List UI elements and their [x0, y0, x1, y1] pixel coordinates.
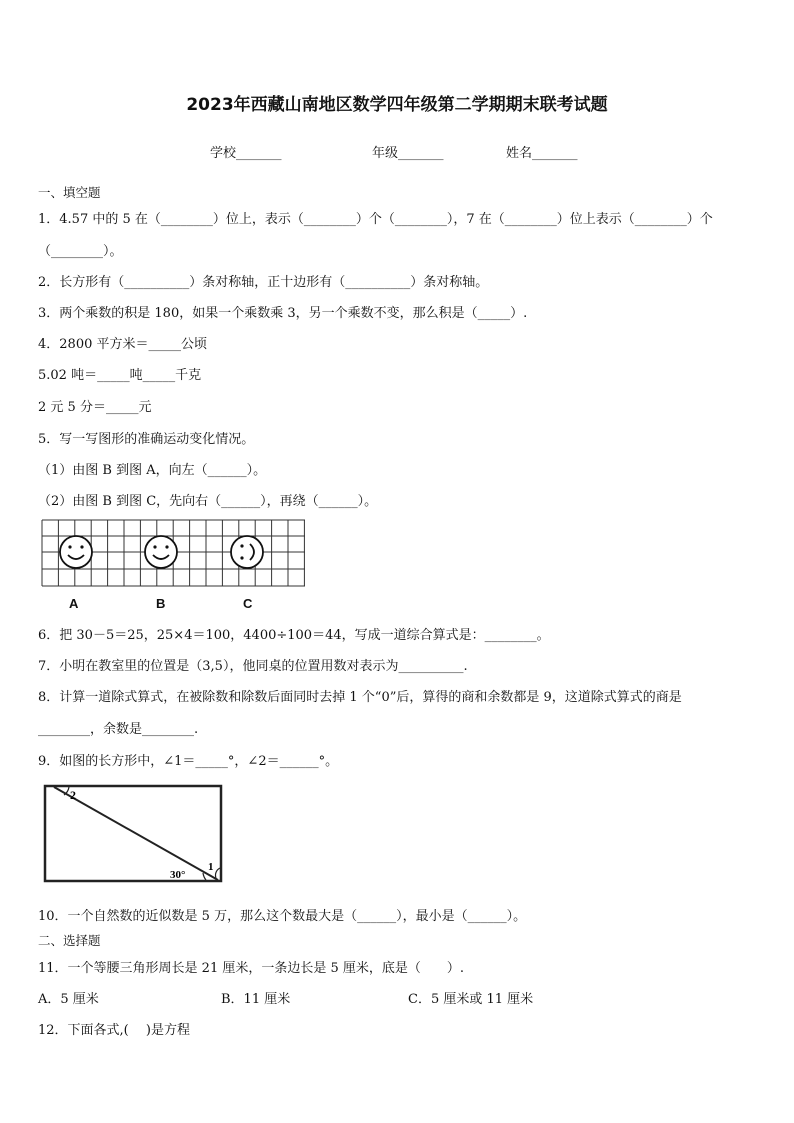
question-11: 11．一个等腰三角形周长是 21 厘米，一条边长是 5 厘米，底是（ ）.: [38, 961, 465, 976]
rectangle-figure: [40, 782, 230, 886]
question-4-line-1: 4．2800 平方米＝_____公顷: [38, 337, 207, 352]
smiley-face-b-icon: [145, 536, 177, 568]
figure-label-a: A: [69, 596, 79, 611]
question-4-line-3: 2 元 5 分＝_____元: [38, 400, 152, 415]
question-5: 5．写一写图形的准确运动变化情况。: [38, 432, 255, 447]
question-2: 2．长方形有（__________）条对称轴，正十边形有（__________）条对称轴。: [38, 275, 489, 290]
question-12: 12．下面各式,( )是方程: [38, 1023, 190, 1038]
grade-field: 年级_______: [372, 146, 444, 161]
name-field: 姓名_______: [506, 146, 578, 161]
option-a: A．5 厘米: [38, 992, 99, 1007]
question-1-line-2: （________）。: [38, 244, 123, 259]
question-10: 10．一个自然数的近似数是 5 万，那么这个数最大是（______），最小是（______）。: [38, 909, 527, 924]
angle-1-label: 1: [208, 861, 214, 873]
question-8-line-2: ________，余数是________.: [38, 722, 199, 737]
option-c: C．5 厘米或 11 厘米: [408, 992, 534, 1007]
question-6: 6．把 30－5＝25，25×4＝100，4400÷100＝44，写成一道综合算式是：________。: [38, 628, 550, 643]
question-3: 3．两个乘数的积是 180，如果一个乘数乘 3，另一个乘数不变，那么积是（_____）.: [38, 306, 528, 321]
question-8-line-1: 8．计算一道除式算式，在被除数和除数后面同时去掉 1 个“0”后，算得的商和余数都是 9，这道除式算式的商是: [38, 690, 682, 705]
section-fill-blank: 一、填空题: [38, 185, 101, 200]
figure-label-b: B: [156, 596, 166, 611]
angle-2-label: 2: [70, 788, 76, 802]
question-9: 9．如图的长方形中，∠1＝_____°，∠2＝______°。: [38, 754, 339, 769]
option-b: B．11 厘米: [221, 992, 291, 1007]
question-7: 7．小明在教室里的位置是（3,5），他同桌的位置用数对表示为__________.: [38, 659, 468, 674]
question-1-line-1: 1．4.57 中的 5 在（________）位上，表示（________）个（________），7 在（________）位上表示（________）个: [38, 212, 713, 227]
question-4-line-2: 5.02 吨＝_____吨_____千克: [38, 368, 202, 383]
question-5-part-1: （1）由图 B 到图 A，向左（______）。: [38, 463, 267, 478]
smiley-face-c-icon: [231, 536, 263, 568]
smiley-face-a-icon: [60, 536, 92, 568]
question-5-part-2: （2）由图 B 到图 C，先向右（______），再绕（______）。: [38, 494, 378, 509]
school-field: 学校_______: [210, 146, 282, 161]
figure-label-c: C: [243, 596, 253, 611]
grid-figure: [40, 518, 310, 618]
section-multiple-choice: 二、选择题: [38, 933, 101, 948]
angle-30-label: 30°: [170, 869, 186, 881]
page-title: 2023年西藏山南地区数学四年级第二学期期末联考试题: [186, 95, 608, 115]
